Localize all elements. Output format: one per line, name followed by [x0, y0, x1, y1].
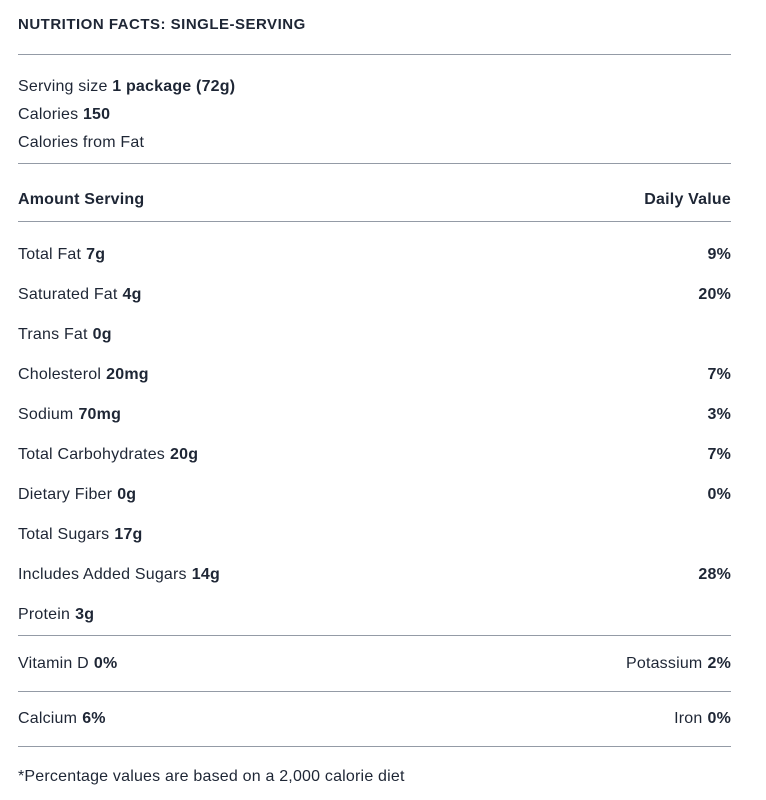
- row-cholesterol: [18, 355, 731, 395]
- nutrient-label: Protein: [18, 606, 71, 623]
- nutrient-label: Trans Fat: [18, 326, 88, 343]
- row-total-fat: [18, 235, 731, 275]
- vitamin-d-cell: [18, 655, 117, 673]
- serving-size-label: Serving size: [18, 78, 108, 95]
- nutrient-label-group: [18, 246, 105, 264]
- calories-value: 150: [82, 106, 111, 123]
- nutrient-label-group: [18, 366, 149, 384]
- calories-label: Calories: [18, 106, 79, 123]
- nutrient-label: Includes Added Sugars: [18, 566, 187, 583]
- potassium-value: 2%: [707, 654, 731, 672]
- calories-from-fat-line: [18, 129, 731, 157]
- page-title: NUTRITION FACTS: SINGLE-SERVING: [18, 16, 306, 33]
- nutrient-amount: 7g: [86, 246, 106, 263]
- nutrient-rows: [18, 235, 731, 635]
- nutrient-daily-value: 0%: [707, 486, 731, 503]
- nutrient-label-group: [18, 486, 136, 504]
- nutrient-amount: 0g: [117, 486, 137, 503]
- nutrient-label-group: [18, 606, 94, 624]
- row-includes-added-sugars: [18, 555, 731, 595]
- divider: [18, 221, 731, 222]
- nutrient-label: Total Carbohydrates: [18, 446, 165, 463]
- row-sodium: [18, 395, 731, 435]
- divider: [18, 54, 731, 55]
- calcium-value: 6%: [82, 710, 106, 727]
- table-header-row: [18, 191, 731, 208]
- nutrient-label: Total Fat: [18, 246, 82, 263]
- daily-value-header: Daily Value: [644, 191, 731, 208]
- nutrient-label: Total Sugars: [18, 526, 110, 543]
- nutrient-amount: 17g: [114, 526, 143, 543]
- nutrient-amount: 20g: [170, 446, 199, 463]
- row-trans-fat: [18, 315, 731, 355]
- potassium-cell: [626, 655, 731, 673]
- nutrient-label-group: [18, 566, 220, 584]
- vitamin-d-value: 0%: [93, 654, 118, 672]
- nutrient-label-group: [18, 286, 142, 304]
- nutrient-label-group: [18, 326, 112, 344]
- nutrient-label-group: [18, 446, 198, 464]
- row-dietary-fiber: [18, 475, 731, 515]
- serving-summary: [18, 73, 731, 157]
- divider: [18, 163, 731, 164]
- serving-size-line: [18, 73, 731, 101]
- nutrient-label-group: [18, 406, 121, 424]
- footnote: *Percentage values are based on a 2,000 calorie diet: [18, 768, 405, 785]
- nutrient-amount: 70mg: [78, 406, 122, 423]
- nutrient-amount: 20mg: [106, 366, 149, 383]
- nutrient-amount: 0g: [92, 326, 112, 343]
- nutrient-daily-value: 20%: [698, 286, 731, 303]
- nutrient-daily-value: 7%: [707, 366, 731, 383]
- nutrient-amount: 14g: [191, 566, 220, 583]
- nutrient-daily-value: 7%: [707, 446, 731, 463]
- row-protein: [18, 595, 731, 635]
- nutrient-label: Dietary Fiber: [18, 486, 113, 503]
- amount-serving-header: Amount Serving: [18, 191, 145, 208]
- nutrient-daily-value: 9%: [707, 246, 731, 263]
- iron-cell: [674, 710, 731, 728]
- iron-value: 0%: [707, 710, 731, 727]
- calories-from-fat-label: Calories from Fat: [18, 134, 145, 151]
- row-total-carbohydrates: [18, 435, 731, 475]
- vitamin-d-label: Vitamin D: [18, 654, 89, 672]
- row-calcium-iron: [18, 692, 731, 746]
- serving-size-value: 1 package (72g): [112, 78, 236, 95]
- calcium-label: Calcium: [18, 710, 78, 727]
- nutrient-daily-value: 28%: [698, 566, 731, 583]
- calcium-cell: [18, 710, 106, 728]
- nutrient-label: Saturated Fat: [18, 286, 118, 303]
- row-vitamin-d-potassium: [18, 636, 731, 691]
- nutrient-label: Cholesterol: [18, 366, 102, 383]
- divider: [18, 746, 731, 747]
- row-total-sugars: [18, 515, 731, 555]
- nutrient-label-group: [18, 526, 143, 544]
- iron-label: Iron: [674, 710, 703, 727]
- potassium-label: Potassium: [625, 654, 703, 672]
- nutrient-amount: 3g: [75, 606, 95, 623]
- nutrient-daily-value: 3%: [707, 406, 731, 423]
- calories-line: [18, 101, 731, 129]
- nutrient-label: Sodium: [18, 406, 74, 423]
- row-saturated-fat: [18, 275, 731, 315]
- nutrient-amount: 4g: [122, 286, 142, 303]
